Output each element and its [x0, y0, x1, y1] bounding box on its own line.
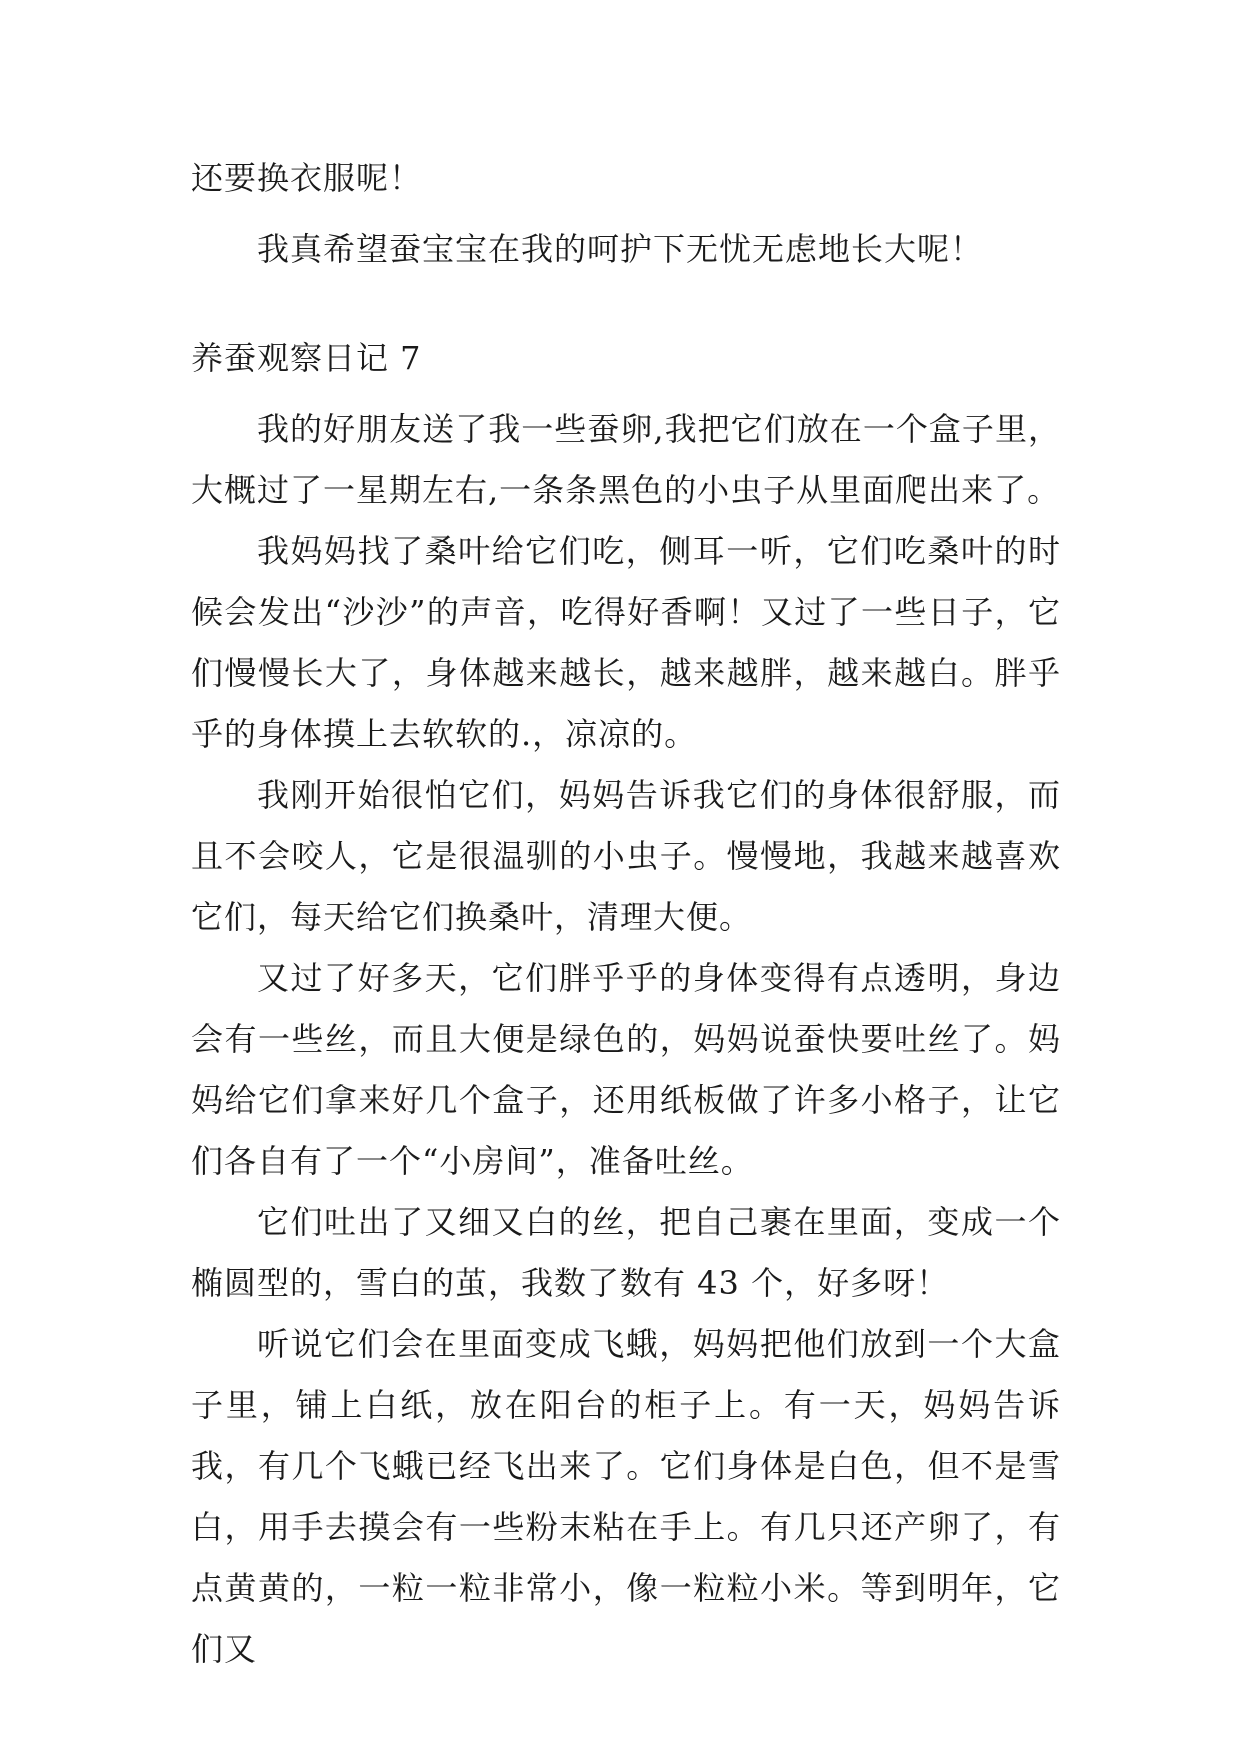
paragraph-2: 我妈妈找了桑叶给它们吃，侧耳一听，它们吃桑叶的时候会发出“沙沙”的声音，吃得好香啊！又过了一些日子，它们慢慢长大了，身体越来越长，越来越胖，越来越白。胖乎乎的身体摸上去软软的.，凉凉的。	[191, 532, 1061, 753]
paragraph-5: 它们吐出了又细又白的丝，把自己裹在里面，变成一个椭圆型的，雪白的茧，我数了数有 43 个，好多呀！	[191, 1203, 1061, 1302]
document-body	[191, 158, 1061, 1680]
paragraph-1: 我的好朋友送了我一些蚕卵,我把它们放在一个盒子里，大概过了一星期左右,一条条黑色的小虫子从里面爬出来了。	[191, 410, 1061, 509]
paragraph-4: 又过了好多天，它们胖乎乎的身体变得有点透明，身边会有一些丝，而且大便是绿色的，妈妈说蚕快要吐丝了。妈妈给它们拿来好几个盒子，还用纸板做了许多小格子，让它们各自有了一个“小房间”，准备吐丝。	[191, 959, 1061, 1180]
paragraph-3: 我刚开始很怕它们，妈妈告诉我它们的身体很舒服，而且不会咬人，它是很温驯的小虫子。慢慢地，我越来越喜欢它们，每天给它们换桑叶，清理大便。	[191, 776, 1061, 936]
continuation-line: 还要换衣服呢！	[191, 159, 423, 197]
closing-paragraph: 我真希望蚕宝宝在我的呵护下无忧无虑地长大呢！	[257, 230, 984, 268]
section-title: 养蚕观察日记 7	[191, 339, 422, 377]
section-gap	[191, 280, 1061, 338]
paragraph-6: 听说它们会在里面变成飞蛾，妈妈把他们放到一个大盒子里，铺上白纸，放在阳台的柜子上。有一天，妈妈告诉我，有几个飞蛾已经飞出来了。它们身体是白色，但不是雪白，用手去摸会有一些粉末粘在手上。有几只还产卵了，有点黄黄的，一粒一粒非常小，像一粒粒小米。等到明年，它们又	[191, 1325, 1061, 1668]
